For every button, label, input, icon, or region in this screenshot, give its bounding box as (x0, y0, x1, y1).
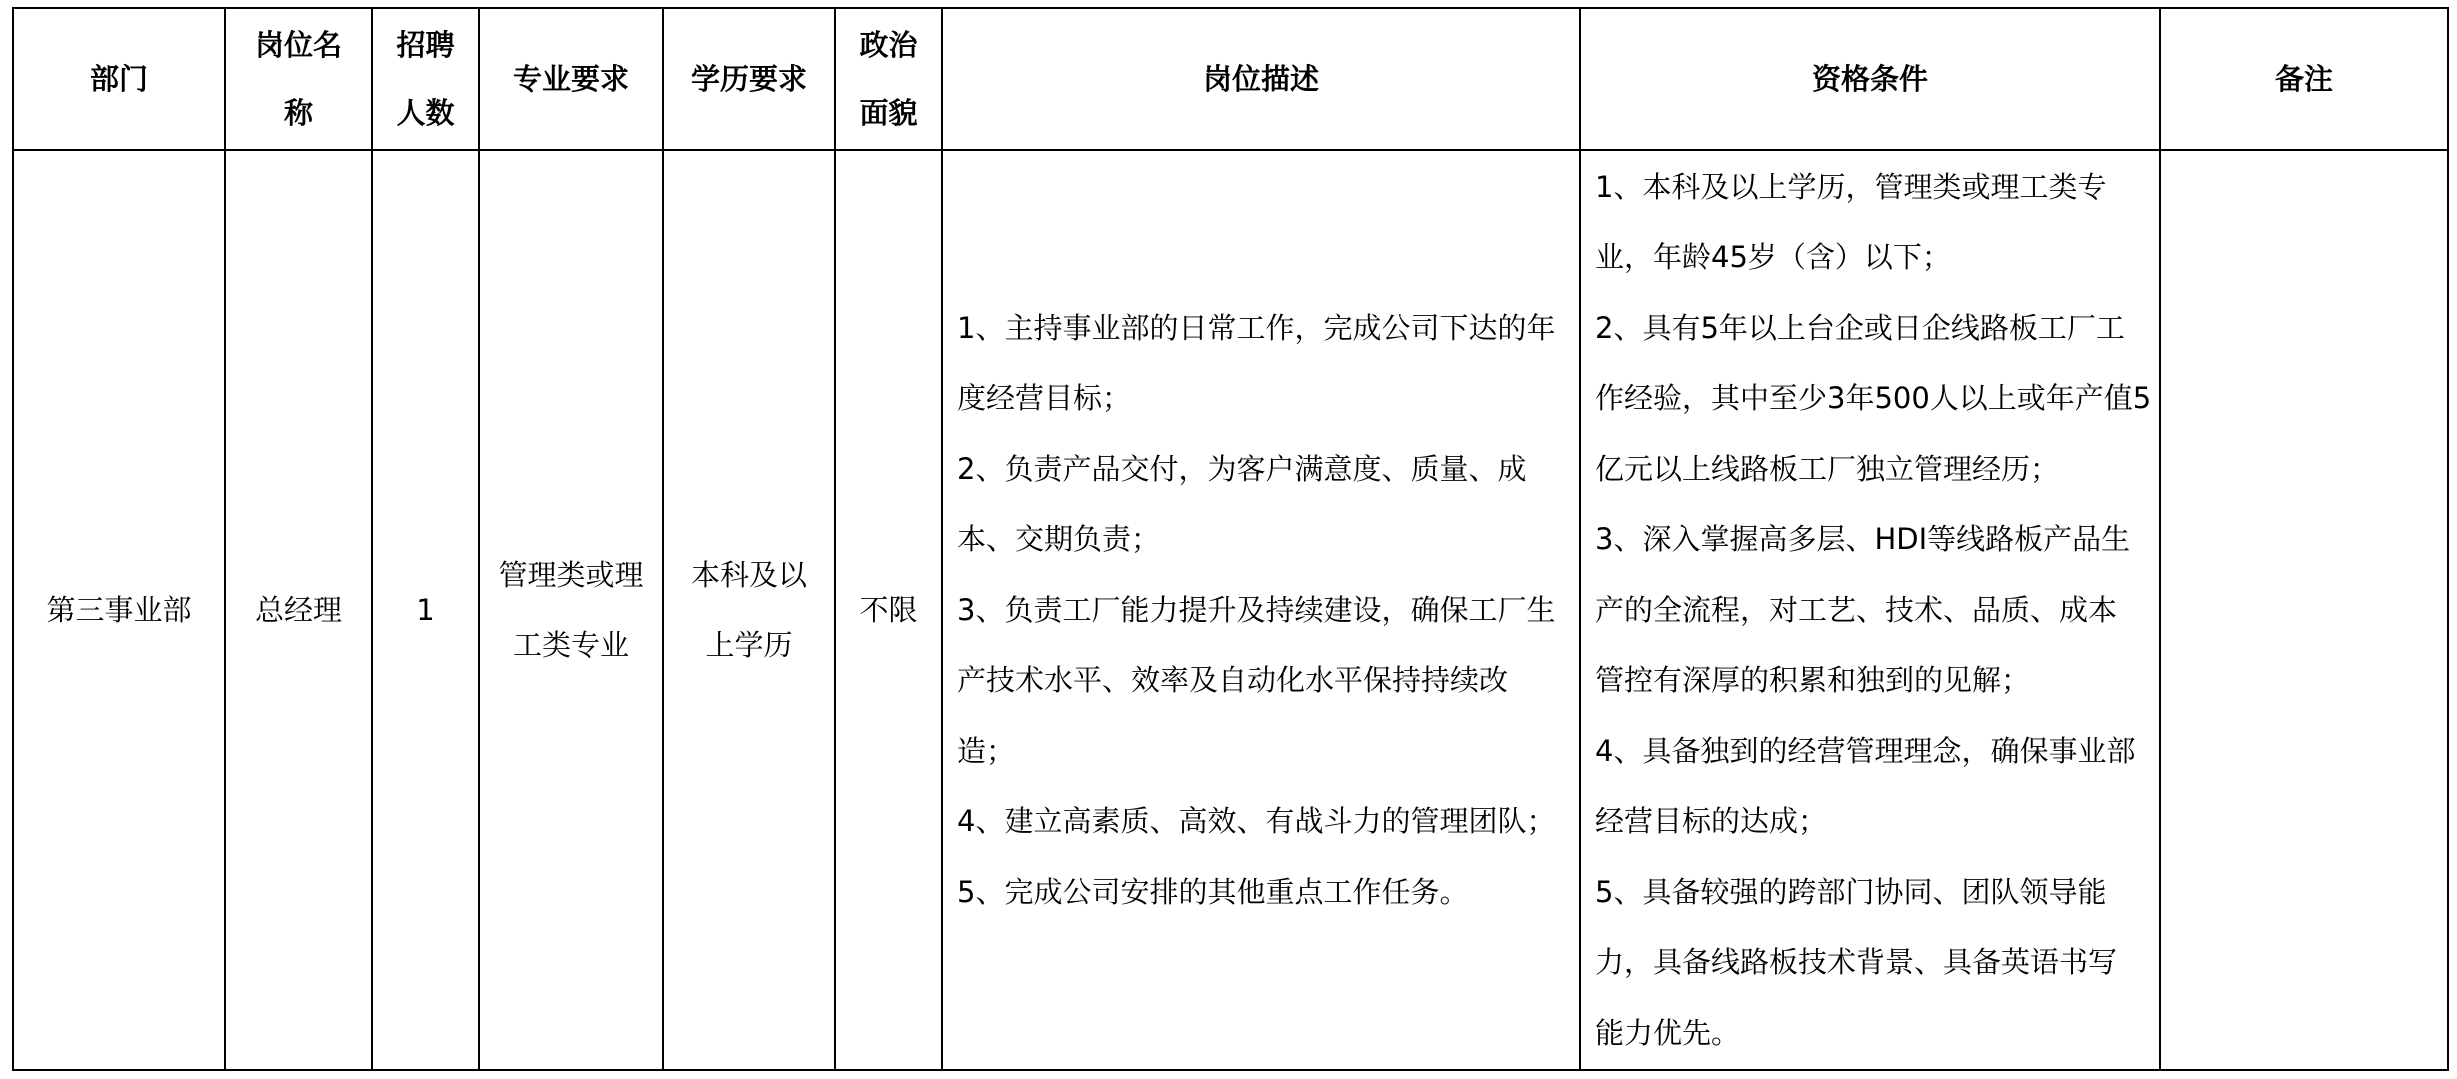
header-position-name: 岗位名 称 (225, 8, 372, 150)
cell-education-requirement: 本科及以 上学历 (663, 150, 835, 1070)
cell-position-name: 总经理 (225, 150, 372, 1070)
table-row (13, 150, 2448, 1070)
cell-remarks (2160, 150, 2448, 1070)
job-posting-table (12, 7, 2449, 1071)
header-major-requirement: 专业要求 (479, 8, 663, 150)
cell-qualifications: 1、本科及以上学历，管理类或理工类专 业，年龄45岁（含）以下； 2、具有5年以上台企或日企线路板工厂工 作经验，其中至少3年500人以上或年产值5 亿元以上线路板工厂独立管理经历； 3、深入掌握高多层、HDI等线路板产品生 产的全流程，对工艺、技术、品质、成本 管控有深厚的积累和独到的见解； 4、具备独到的经营管理理念，确保事业部 经营目标的达成； 5、具备较强的跨部门协同、团队领导能 力，具备线路板技术背景、具备英语书写 能力优先。 (1580, 150, 2160, 1070)
cell-department: 第三事业部 (13, 150, 225, 1070)
header-headcount: 招聘 人数 (372, 8, 479, 150)
cell-major-requirement: 管理类或理 工类专业 (479, 150, 663, 1070)
header-job-description: 岗位描述 (942, 8, 1580, 150)
cell-headcount: 1 (372, 150, 479, 1070)
header-remarks: 备注 (2160, 8, 2448, 150)
cell-job-description: 1、主持事业部的日常工作，完成公司下达的年 度经营目标； 2、负责产品交付，为客户满意度、质量、成 本、交期负责； 3、负责工厂能力提升及持续建设，确保工厂生 产技术水平、效率及自动化水平保持持续改 造； 4、建立高素质、高效、有战斗力的管理团队； 5、完成公司安排的其他重点工作任务。 (942, 150, 1580, 1070)
header-political-status: 政治 面貌 (835, 8, 942, 150)
cell-political-status: 不限 (835, 150, 942, 1070)
header-education-requirement: 学历要求 (663, 8, 835, 150)
table-header-row (13, 8, 2448, 150)
header-qualifications: 资格条件 (1580, 8, 2160, 150)
header-department: 部门 (13, 8, 225, 150)
